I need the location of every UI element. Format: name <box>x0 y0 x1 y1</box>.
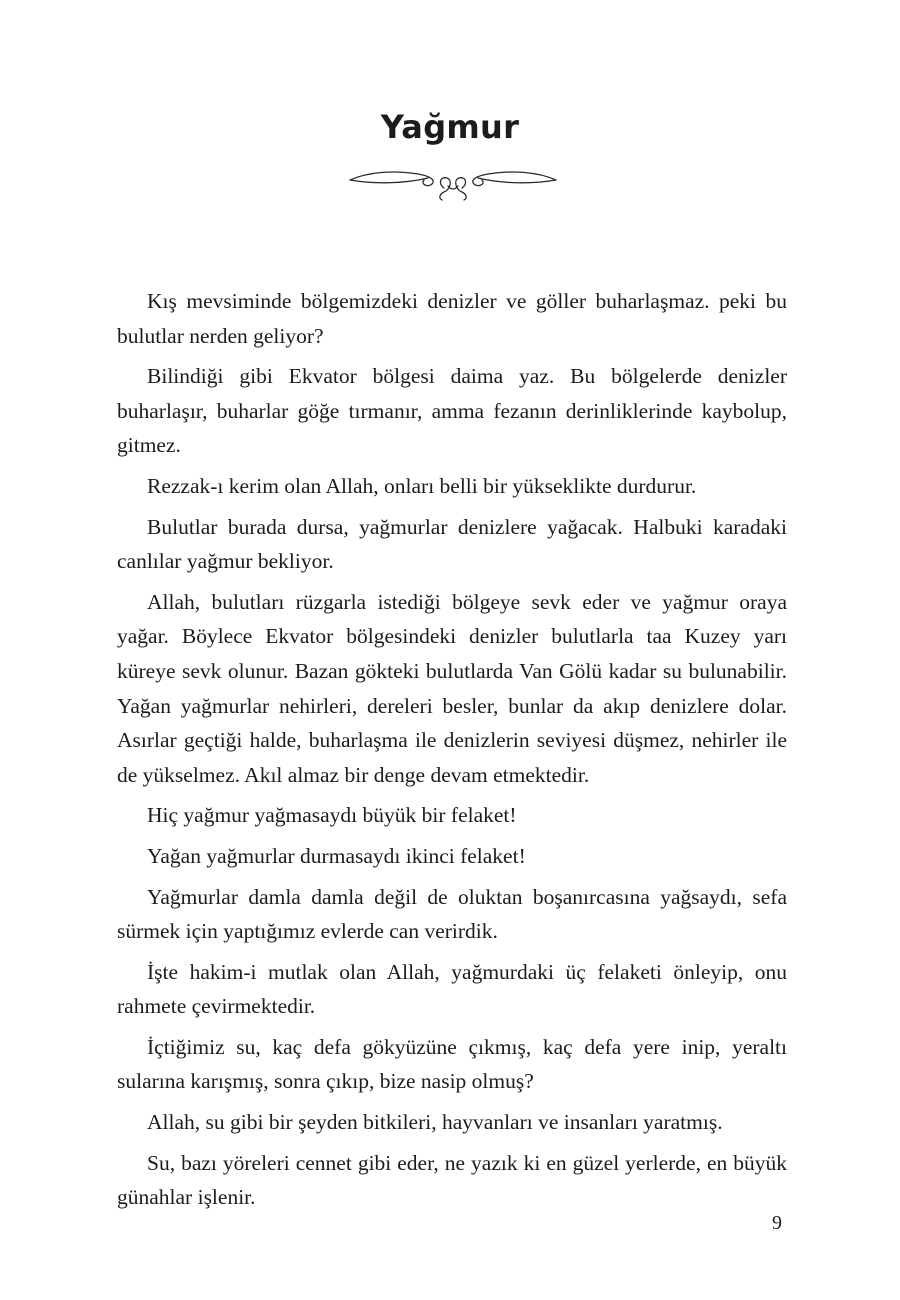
paragraph: Kış mevsiminde bölgemizdeki denizler ve göller buharlaşmaz. peki bu bulutlar nerden geliyor? <box>117 289 787 348</box>
page-number: 9 <box>772 1212 782 1234</box>
paragraph: Yağmurlar damla damla değil de oluktan boşanırcasına yağsaydı, sefa sürmek için yaptığımız evlerde can verirdik. <box>117 884 787 944</box>
paragraph: Su, bazı yöreleri cennet gibi eder, ne yazık ki en güzel yerlerde, en büyük günahlar işlenir. <box>117 1150 787 1210</box>
body-text <box>117 284 787 1221</box>
chapter-title: Yağmur <box>380 108 520 146</box>
paragraph: İçtiğimiz su, kaç defa gökyüzüne çıkmış, kaç defa yere inip, yeraltı sularına karışmış, sonra çıkıp, bize nasip olmuş? <box>117 1034 787 1094</box>
paragraph: Hiç yağmur yağmasaydı büyük bir felaket! <box>147 803 517 828</box>
paragraph: Allah, bulutları rüzgarla istediği bölgeye sevk eder ve yağmur oraya yağar. Böylece Ekvator bölgesindeki denizler bulutlarla taa Kuzey yarı küreye sevk olunur. Bazan gökteki bulutlarda Van Gölü kadar su bulunabilir. Yağan yağmurlar nehirleri, dereleri besler, bunlar da akıp denizlere dolar. Asırlar geçtiği halde, buharlaşma ile denizlerin seviyesi düşmez, nehirler ile de yükselmez. Akıl almaz bir denge devam etmektedir. <box>117 589 787 787</box>
scroll-flourish-divider-icon <box>348 158 558 206</box>
paragraph: İşte hakim-i mutlak olan Allah, yağmurdaki üç felaketi önleyip, onu rahmete çevirmektedir. <box>117 959 787 1019</box>
paragraph: Allah, su gibi bir şeyden bitkileri, hayvanları ve insanları yaratmış. <box>147 1110 723 1135</box>
paragraph: Bilindiği gibi Ekvator bölgesi daima yaz. Bu bölgelerde denizler buharlaşır, buharlar göğe tırmanır, amma fezanın derinliklerinde kaybolup, gitmez. <box>117 364 787 458</box>
paragraph: Rezzak-ı kerim olan Allah, onları belli bir yükseklikte durdurur. <box>147 473 697 498</box>
paragraph: Yağan yağmurlar durmasaydı ikinci felaket! <box>147 843 526 868</box>
paragraph: Bulutlar burada dursa, yağmurlar denizlere yağacak. Halbuki karadaki canlılar yağmur bekliyor. <box>117 514 787 574</box>
